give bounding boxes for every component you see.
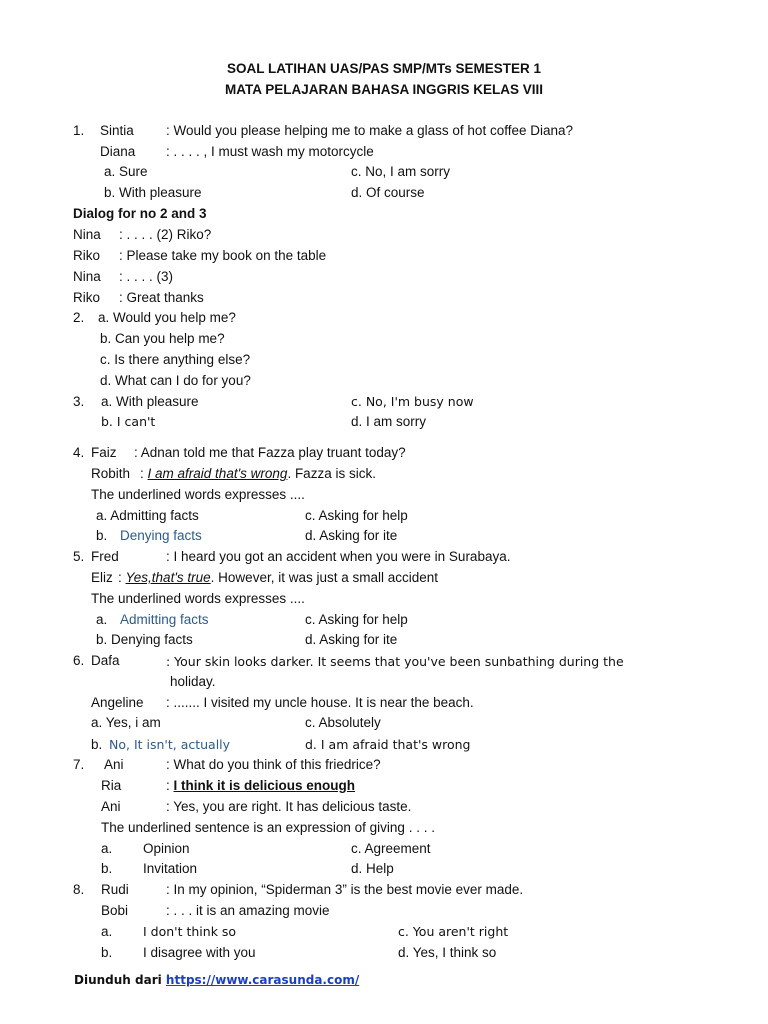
- dialog-line: : ....... I visited my uncle house. It is near the beach.: [166, 695, 474, 710]
- question-number: 3.: [73, 394, 85, 409]
- dialog-heading: Dialog for no 2 and 3: [73, 206, 207, 221]
- speaker: Eliz: [91, 570, 113, 585]
- option-c: c. No, I'm busy now: [351, 394, 474, 409]
- option-a: a. Admitting facts: [96, 508, 199, 523]
- dialog-line: : Would you please helping me to make a glass of hot coffee Diana?: [166, 123, 574, 138]
- option-b: Invitation: [143, 861, 198, 876]
- option-d: d. Asking for ite: [305, 528, 398, 543]
- dialog-line: : Please take my book on the table: [119, 248, 327, 263]
- speaker: Angeline: [91, 695, 144, 710]
- option-b: b. Can you help me?: [100, 331, 225, 346]
- dialog-line: : Your skin looks darker. It seems that you've been sunbathing during the: [166, 654, 624, 669]
- colon: :: [140, 466, 144, 481]
- question-number: 7.: [73, 757, 85, 772]
- option-c: c. Absolutely: [305, 715, 381, 730]
- speaker: Nina: [73, 269, 101, 284]
- dialog-line: : In my opinion, “Spiderman 3” is the best movie ever made.: [166, 882, 524, 897]
- option-b: I disagree with you: [143, 945, 256, 960]
- option-c: c. Asking for help: [305, 508, 408, 523]
- speaker: Nina: [73, 227, 101, 242]
- dialog-line: : Adnan told me that Fazza play truant today?: [134, 445, 406, 460]
- dialog-line: [140, 466, 376, 482]
- colon: :: [118, 570, 122, 585]
- question-number: 4.: [73, 445, 85, 460]
- question-prompt: The underlined words expresses ....: [91, 591, 305, 606]
- option-a: a. Yes, i am: [91, 715, 161, 730]
- speaker: Dafa: [91, 653, 120, 668]
- speaker: Riko: [73, 248, 101, 263]
- speaker: Riko: [73, 290, 101, 305]
- question-number: 8.: [73, 882, 85, 897]
- footer-label: Diunduh dari: [74, 973, 162, 987]
- speaker: Rudi: [101, 882, 129, 897]
- option-a: a. Would you help me?: [98, 310, 236, 325]
- dialog-line: : . . . . (2) Riko?: [119, 227, 212, 242]
- question-prompt: The underlined sentence is an expression of giving . . . .: [101, 820, 435, 835]
- speaker: Robith: [91, 466, 131, 481]
- option-c: c. No, I am sorry: [351, 164, 451, 179]
- option-d: d. I am sorry: [351, 414, 427, 429]
- option-b: Denying facts: [120, 528, 202, 543]
- option-c: c. You aren't right: [398, 924, 509, 939]
- speaker: Ria: [101, 778, 122, 793]
- speaker: Ani: [104, 757, 124, 772]
- underlined-sentence: I think it is delicious enough: [173, 778, 356, 793]
- option-a-prefix: a.: [101, 924, 113, 939]
- dialog-line: : Great thanks: [119, 290, 204, 305]
- question-number: 2.: [73, 310, 85, 325]
- question-prompt: The underlined words expresses ....: [91, 487, 305, 502]
- option-a-prefix: a.: [96, 612, 108, 627]
- dialog-line: : . . . . (3): [119, 269, 174, 284]
- option-b-prefix: b.: [101, 861, 113, 876]
- option-d: d. Asking for ite: [305, 632, 398, 647]
- option-a-prefix: a.: [101, 841, 113, 856]
- footer: [74, 972, 359, 988]
- option-c: c. Asking for help: [305, 612, 408, 627]
- dialog-rest: . Fazza is sick.: [287, 466, 376, 481]
- option-b: b. With pleasure: [104, 185, 202, 200]
- dialog-rest: . However, it was just a small accident: [210, 570, 439, 585]
- option-a: a. With pleasure: [101, 394, 199, 409]
- dialog-line: : . . . . , I must wash my motorcycle: [166, 144, 374, 159]
- speaker: Sintia: [100, 123, 134, 138]
- dialog-line: [166, 778, 355, 794]
- dialog-line-continued: holiday.: [170, 674, 216, 689]
- option-a: Opinion: [143, 841, 190, 856]
- colon: :: [166, 778, 170, 793]
- speaker: Faiz: [91, 445, 117, 460]
- option-d: d. Yes, I think so: [398, 945, 497, 960]
- underlined-expression: I am afraid that's wrong: [147, 466, 288, 481]
- option-a: Admitting facts: [120, 612, 209, 627]
- option-d: d. Help: [351, 861, 394, 876]
- underlined-expression: Yes,that's true: [125, 570, 211, 585]
- option-c: c. Is there anything else?: [100, 352, 251, 367]
- option-d: d. I am afraid that's wrong: [305, 737, 471, 752]
- option-c: c. Agreement: [351, 841, 431, 856]
- option-b: No, It isn't, actually: [109, 737, 231, 752]
- option-d: d. What can I do for you?: [100, 373, 251, 388]
- option-b-prefix: b.: [96, 528, 108, 543]
- dialog-line: : What do you think of this friedrice?: [166, 757, 381, 772]
- option-d: d. Of course: [351, 185, 425, 200]
- option-b: b. Denying facts: [96, 632, 193, 647]
- dialog-line: : I heard you got an accident when you were in Surabaya.: [166, 549, 511, 564]
- option-b-prefix: b.: [91, 737, 103, 752]
- title-line-1: SOAL LATIHAN UAS/PAS SMP/MTs SEMESTER 1: [226, 61, 542, 76]
- question-number: 1.: [73, 123, 85, 138]
- footer-link[interactable]: https://www.carasunda.com/: [165, 973, 360, 987]
- speaker: Fred: [91, 549, 119, 564]
- title-line-2: MATA PELAJARAN BAHASA INGGRIS KELAS VIII: [224, 82, 543, 97]
- dialog-line: : . . . it is an amazing movie: [166, 903, 330, 918]
- option-a: I don't think so: [143, 924, 237, 939]
- question-number: 6.: [73, 653, 85, 668]
- dialog-line: : Yes, you are right. It has delicious taste.: [166, 799, 412, 814]
- option-b-prefix: b.: [101, 945, 113, 960]
- speaker: Ani: [101, 799, 121, 814]
- option-b: b. I can't: [101, 414, 156, 429]
- speaker: Bobi: [101, 903, 129, 918]
- speaker: Diana: [100, 144, 136, 159]
- question-number: 5.: [73, 549, 85, 564]
- option-a: a. Sure: [104, 164, 148, 179]
- dialog-line: [118, 570, 438, 586]
